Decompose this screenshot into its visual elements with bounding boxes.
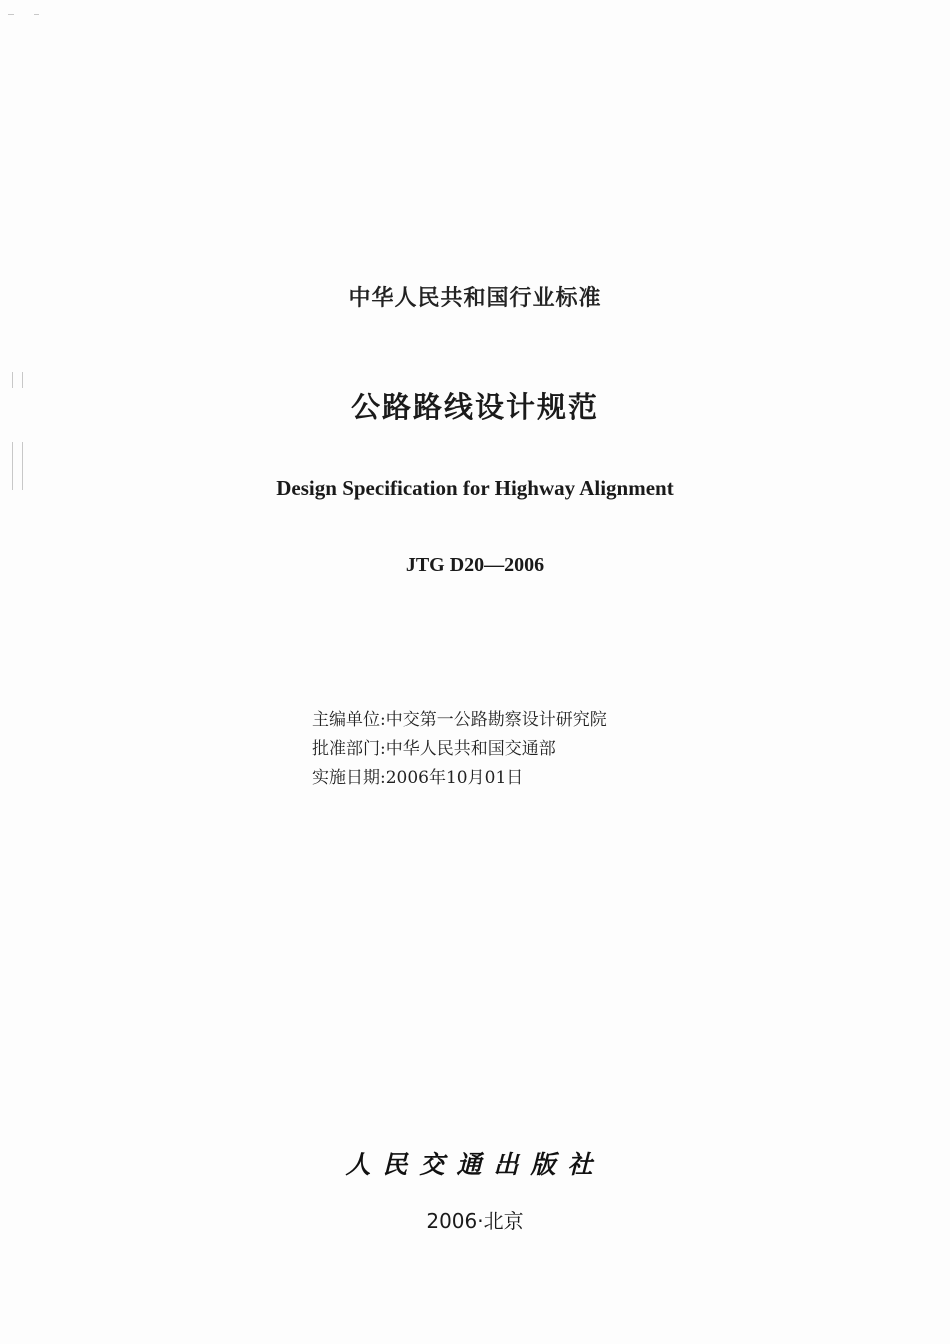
publication-place-year: 2006·北京 — [426, 1209, 524, 1233]
scan-artifact — [8, 14, 14, 15]
approval-department: 批准部门:中华人民共和国交通部 — [312, 739, 556, 759]
publisher-name: 人民交通出版社 — [345, 1150, 605, 1179]
document-metadata — [312, 706, 607, 793]
editor-unit: 主编单位:中交第一公路勘察设计研究院 — [312, 710, 607, 730]
standard-code: JTG D20—2006 — [405, 554, 545, 576]
scan-artifact — [34, 14, 39, 15]
document-title-chinese: 公路路线设计规范 — [350, 390, 599, 424]
standard-category: 中华人民共和国行业标准 — [348, 286, 602, 311]
document-title-english: Design Specification for Highway Alignment — [276, 476, 674, 500]
effective-date: 实施日期:2006年10月01日 — [312, 768, 524, 788]
